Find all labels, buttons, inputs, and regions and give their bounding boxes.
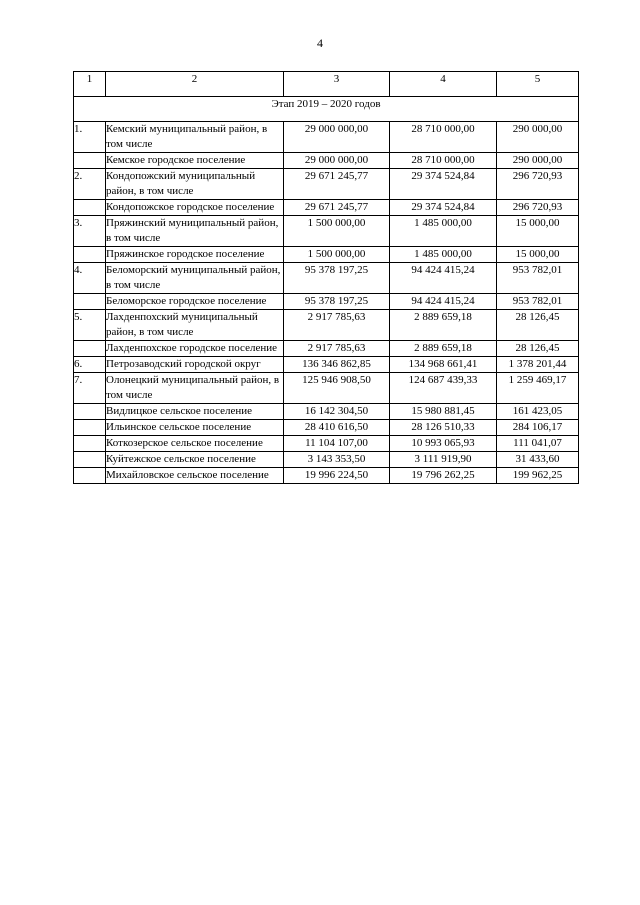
row-number-cell: [74, 468, 106, 484]
amount-col4-cell: 10 993 065,93: [390, 436, 497, 452]
amount-col5-cell: 161 423,05: [497, 404, 579, 420]
amount-col3-cell: 95 378 197,25: [284, 294, 390, 310]
row-number-cell: [74, 294, 106, 310]
amount-col3-cell: 3 143 353,50: [284, 452, 390, 468]
stage-label: Этап 2019 – 2020 годов: [74, 97, 579, 122]
municipality-name-cell: Кондопожский муниципальный район, в том числе: [106, 169, 284, 200]
municipality-name-cell: Ильинское сельское поселение: [106, 420, 284, 436]
amount-col4-cell: 29 374 524,84: [390, 200, 497, 216]
amount-col4-cell: 15 980 881,45: [390, 404, 497, 420]
row-number-cell: 2.: [74, 169, 106, 200]
amount-col3-cell: 125 946 908,50: [284, 373, 390, 404]
table-row: [74, 169, 579, 200]
amount-col4-cell: 3 111 919,90: [390, 452, 497, 468]
amount-col5-cell: 953 782,01: [497, 294, 579, 310]
amount-col4-cell: 29 374 524,84: [390, 169, 497, 200]
table-row: [74, 436, 579, 452]
column-header: 1: [74, 72, 106, 97]
municipality-name-cell: Кемское городское поселение: [106, 153, 284, 169]
column-header: 4: [390, 72, 497, 97]
table-row: [74, 404, 579, 420]
municipality-name-cell: Пряжинское городское поселение: [106, 247, 284, 263]
amount-col3-cell: 95 378 197,25: [284, 263, 390, 294]
stage-row: [74, 97, 579, 122]
table-row: [74, 310, 579, 341]
amount-col3-cell: 1 500 000,00: [284, 216, 390, 247]
table-row: [74, 200, 579, 216]
row-number-cell: [74, 247, 106, 263]
row-number-cell: 4.: [74, 263, 106, 294]
amount-col5-cell: 296 720,93: [497, 200, 579, 216]
page-number: 4: [317, 36, 323, 50]
amount-col3-cell: 29 671 245,77: [284, 200, 390, 216]
municipality-name-cell: Кемский муниципальный район, в том числе: [106, 122, 284, 153]
amount-col3-cell: 29 000 000,00: [284, 153, 390, 169]
municipality-name-cell: Беломорский муниципальный район, в том числе: [106, 263, 284, 294]
amount-col3-cell: 16 142 304,50: [284, 404, 390, 420]
municipality-name-cell: Кондопожское городское поселение: [106, 200, 284, 216]
amount-col5-cell: 111 041,07: [497, 436, 579, 452]
table-row: [74, 468, 579, 484]
table-row: [74, 122, 579, 153]
amount-col4-cell: 19 796 262,25: [390, 468, 497, 484]
amount-col4-cell: 28 710 000,00: [390, 153, 497, 169]
amount-col3-cell: 29 671 245,77: [284, 169, 390, 200]
table-row: [74, 452, 579, 468]
amount-col3-cell: 2 917 785,63: [284, 310, 390, 341]
municipality-name-cell: Лахденпохский муниципальный район, в том числе: [106, 310, 284, 341]
table-header-row: [74, 72, 579, 97]
municipality-name-cell: Пряжинский муниципальный район, в том числе: [106, 216, 284, 247]
amount-col3-cell: 29 000 000,00: [284, 122, 390, 153]
amount-col5-cell: 199 962,25: [497, 468, 579, 484]
amount-col5-cell: 953 782,01: [497, 263, 579, 294]
amount-col5-cell: 1 259 469,17: [497, 373, 579, 404]
amount-col4-cell: 28 126 510,33: [390, 420, 497, 436]
amount-col5-cell: 296 720,93: [497, 169, 579, 200]
amount-col5-cell: 290 000,00: [497, 153, 579, 169]
table-row: [74, 153, 579, 169]
row-number-cell: 7.: [74, 373, 106, 404]
amount-col5-cell: 15 000,00: [497, 216, 579, 247]
amount-col4-cell: 94 424 415,24: [390, 294, 497, 310]
amount-col3-cell: 11 104 107,00: [284, 436, 390, 452]
column-header: 3: [284, 72, 390, 97]
amount-col5-cell: 284 106,17: [497, 420, 579, 436]
amount-col4-cell: 1 485 000,00: [390, 216, 497, 247]
row-number-cell: 3.: [74, 216, 106, 247]
amount-col3-cell: 19 996 224,50: [284, 468, 390, 484]
row-number-cell: 6.: [74, 357, 106, 373]
row-number-cell: [74, 200, 106, 216]
table-row: [74, 247, 579, 263]
row-number-cell: 1.: [74, 122, 106, 153]
budget-table: [73, 71, 579, 484]
table-row: [74, 294, 579, 310]
table-row: [74, 373, 579, 404]
amount-col4-cell: 2 889 659,18: [390, 341, 497, 357]
amount-col5-cell: 31 433,60: [497, 452, 579, 468]
amount-col3-cell: 2 917 785,63: [284, 341, 390, 357]
amount-col5-cell: 28 126,45: [497, 341, 579, 357]
amount-col4-cell: 134 968 661,41: [390, 357, 497, 373]
column-header: 5: [497, 72, 579, 97]
table-row: [74, 216, 579, 247]
amount-col3-cell: 136 346 862,85: [284, 357, 390, 373]
table-row: [74, 263, 579, 294]
amount-col4-cell: 28 710 000,00: [390, 122, 497, 153]
municipality-name-cell: Олонецкий муниципальный район, в том числе: [106, 373, 284, 404]
amount-col4-cell: 94 424 415,24: [390, 263, 497, 294]
row-number-cell: [74, 436, 106, 452]
table-row: [74, 357, 579, 373]
municipality-name-cell: Видлицкое сельское поселение: [106, 404, 284, 420]
municipality-name-cell: Лахденпохское городское поселение: [106, 341, 284, 357]
amount-col3-cell: 1 500 000,00: [284, 247, 390, 263]
row-number-cell: [74, 420, 106, 436]
row-number-cell: 5.: [74, 310, 106, 341]
row-number-cell: [74, 452, 106, 468]
column-header: 2: [106, 72, 284, 97]
amount-col4-cell: 1 485 000,00: [390, 247, 497, 263]
municipality-name-cell: Куйтежское сельское поселение: [106, 452, 284, 468]
row-number-cell: [74, 153, 106, 169]
amount-col4-cell: 2 889 659,18: [390, 310, 497, 341]
table-row: [74, 420, 579, 436]
municipality-name-cell: Беломорское городское поселение: [106, 294, 284, 310]
municipality-name-cell: Михайловское сельское поселение: [106, 468, 284, 484]
row-number-cell: [74, 404, 106, 420]
amount-col5-cell: 1 378 201,44: [497, 357, 579, 373]
municipality-name-cell: Петрозаводский городской округ: [106, 357, 284, 373]
amount-col5-cell: 15 000,00: [497, 247, 579, 263]
table-row: [74, 341, 579, 357]
row-number-cell: [74, 341, 106, 357]
amount-col4-cell: 124 687 439,33: [390, 373, 497, 404]
amount-col5-cell: 28 126,45: [497, 310, 579, 341]
amount-col5-cell: 290 000,00: [497, 122, 579, 153]
municipality-name-cell: Коткозерское сельское поселение: [106, 436, 284, 452]
amount-col3-cell: 28 410 616,50: [284, 420, 390, 436]
